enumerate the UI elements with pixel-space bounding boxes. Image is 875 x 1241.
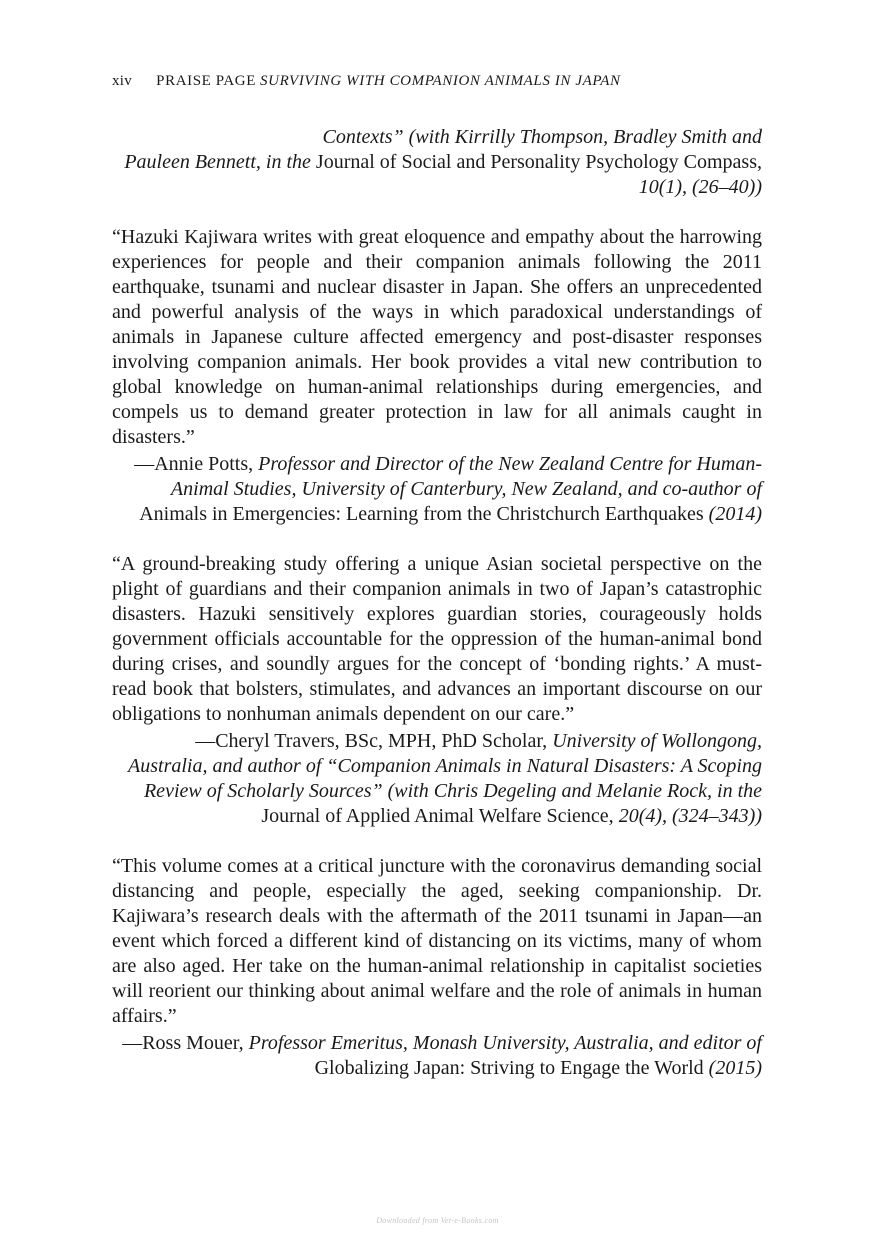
attribution-role: Professor and Director of the New Zealand Centre for Human-Animal Studies, University of Canterbury, New Zealand, and co-author of	[170, 453, 762, 500]
attribution-citation: 20(4), (324–343))	[618, 805, 762, 827]
attribution-citation: (2015)	[708, 1057, 762, 1079]
attribution-potts	[112, 452, 762, 527]
praise-content	[112, 125, 762, 1106]
page-number: xiv	[112, 73, 133, 89]
continued-attribution-citation: 10(1), (26–40))	[638, 176, 762, 198]
attribution-work: Animals in Emergencies: Learning from the Christchurch Earthquakes	[139, 503, 704, 525]
praise-quote-travers: “A ground-breaking study offering a unique Asian societal perspective on the plight of guardians and their companion animals in two of Japan’s catastrophic disasters. Hazuki sensitively explores guardian stories, courageously holds government officials accountable for the oppression of the human-animal bond during crises, and soundly argues for the concept of ‘bonding rights.’ A must-read book that bolsters, stimulates, and advances an important discourse on our obligations to nonhuman animals dependent on our care.”	[112, 553, 762, 725]
attribution-citation: (2014)	[708, 503, 762, 525]
praise-quote-mouer: “This volume comes at a critical juncture with the coronavirus demanding social distancing and people, especially the aged, seeking companionship. Dr. Kajiwara’s research deals with the aftermath of the 2011 tsunami in Japan—an event which forced a different kind of distancing on its victims, many of whom are also aged. Her take on the human-animal relationship in capitalist societies will reorient our thinking about animal welfare and the role of animals in human affairs.”	[112, 855, 762, 1027]
attribution-travers	[112, 729, 762, 829]
attribution-name: —Cheryl Travers, BSc, MPH, PhD Scholar,	[195, 730, 548, 752]
praise-quote-potts: “Hazuki Kajiwara writes with great eloquence and empathy about the harrowing experiences for people and their companion animals following the 2011 earthquake, tsunami and nuclear disaster in Japan. She offers an unprecedented and powerful analysis of the ways in which paradoxical understandings of animals in Japanese culture affected emergency and post-disaster responses involving companion animals. Her book provides a vital new contribution to global knowledge on human-animal relationships during emergencies, and compels us to demand greater protection in law for all animals caught in disasters.”	[112, 226, 762, 448]
continued-attribution-part1: Contexts” (with Kirrilly Thompson, Bradley Smith and	[322, 126, 762, 148]
download-watermark: Downloaded from Vet-e-Books.com	[376, 1216, 499, 1225]
header-section-label: PRAISE PAGE	[156, 73, 256, 89]
attribution-role: University of Wollongong, Australia, and author of “Companion Animals in Natural Disasters: A Scoping Review of Scholarly Sources” (with Chris Degeling and Melanie Rock, in the	[128, 730, 762, 802]
attribution-role: Professor Emeritus, Monash University, Australia, and editor of	[248, 1032, 762, 1054]
attribution-work: Journal of Applied Animal Welfare Science,	[261, 805, 614, 827]
running-header	[112, 73, 762, 90]
attribution-name: —Ross Mouer,	[122, 1032, 244, 1054]
attribution-mouer	[112, 1031, 762, 1081]
continued-attribution	[112, 125, 762, 200]
continued-attribution-part2: Pauleen Bennett, in the	[124, 151, 311, 173]
continued-attribution-journal: Journal of Social and Personality Psychology Compass,	[315, 151, 762, 173]
attribution-work: Globalizing Japan: Striving to Engage the World	[314, 1057, 704, 1079]
attribution-name: —Annie Potts,	[134, 453, 254, 475]
header-book-title: SURVIVING WITH COMPANION ANIMALS IN JAPAN	[260, 73, 621, 89]
